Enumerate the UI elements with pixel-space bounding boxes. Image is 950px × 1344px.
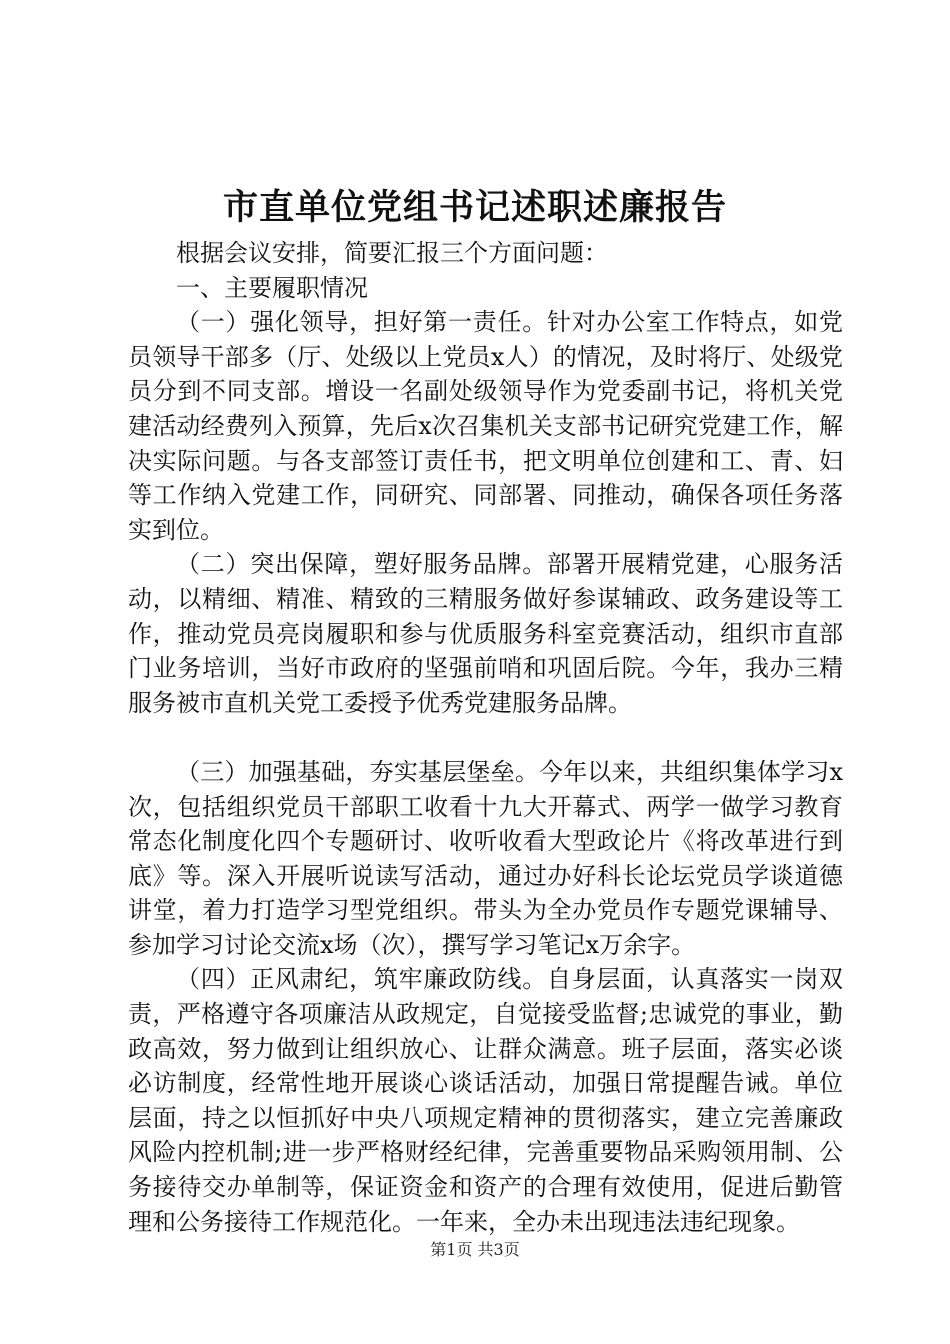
paragraph-3: （三）加强基础，夯实基层堡垒。今年以来，共组织集体学习x次，包括组织党员干部职工收看十九大开幕式、两学一做学习教育常态化制度化四个专题研讨、收听收看大型政论片《将改革进行到底》等。深入开展听说读写活动，通过办好科长论坛党员学谈道德讲堂，着力打造学习型党组织。带头为全办党员作专题党课辅导、参加学习讨论交流x场（次），撰写学习笔记x万余字。 [128,757,843,959]
paragraph-4: （四）正风肃纪，筑牢廉政防线。自身层面，认真落实一岗双责，严格遵守各项廉洁从政规定，自觉接受监督;忠诚党的事业，勤政高效，努力做到让组织放心、让群众满意。班子层面，落实必谈必访制度，经常性地开展谈心谈话活动，加强日常提醒告诫。单位层面，持之以恒抓好中央八项规定精神的贯彻落实，建立完善廉政风险内控机制;进一步严格财经纪律，完善重要物品采购领用制、公务接待交办单制等，保证资金和资产的合理有效使用，促进后勤管理和公务接待工作规范化。一年来，全办未出现违法违纪现象。 [128,965,843,1236]
paragraph-2: （二）突出保障，塑好服务品牌。部署开展精党建，心服务活动，以精细、精准、精致的三精服务做好参谋辅政、政务建设等工作，推动党员亮岗履职和参与优质服务科室竞赛活动，组织市直部门业务培训，当好市政府的坚强前哨和巩固后院。今年，我办三精服务被市直机关党工委授予优秀党建服务品牌。 [128,550,843,717]
intro-paragraph: 根据会议安排，简要汇报三个方面问题： [176,239,608,267]
document-title: 市直单位党组书记述职述廉报告 [222,187,727,228]
page-number: 第1页 共3页 [430,1240,520,1259]
paragraph-1: （一）强化领导，担好第一责任。针对办公室工作特点，如党员领导干部多（厅、处级以上党员x人）的情况，及时将厅、处级党员分到不同支部。增设一名副处级领导作为党委副书记，将机关党建活动经费列入预算，先后x次召集机关支部书记研究党建工作，解决实际问题。与各支部签订责任书，把文明单位创建和工、青、妇等工作纳入党建工作，同研究、同部署、同推动，确保各项任务落实到位。 [128,308,843,544]
section-heading: 一、主要履职情况 [176,273,368,302]
blank-line [128,720,843,755]
document-body [128,236,843,1239]
